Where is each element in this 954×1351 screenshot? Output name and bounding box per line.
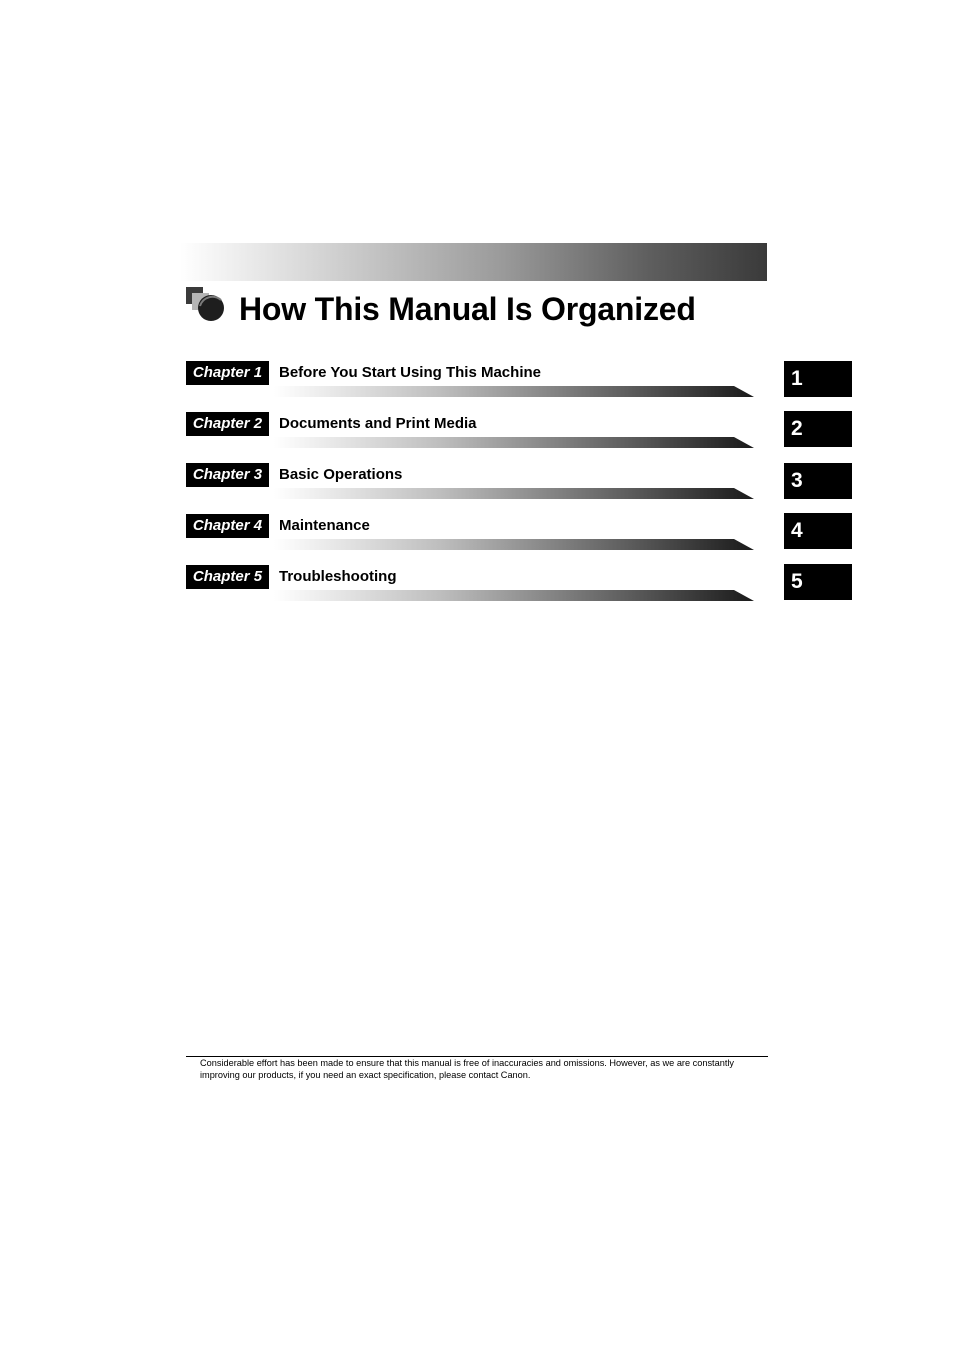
chapter-row-2[interactable] (186, 412, 756, 452)
chapter-row-3[interactable] (186, 463, 756, 503)
chapter-rule (274, 539, 754, 550)
chapter-tab-1[interactable]: 1 (784, 361, 852, 397)
chapter-badge: Chapter 1 (186, 361, 269, 385)
chapter-tab-4[interactable]: 4 (784, 513, 852, 549)
chapter-rule (274, 386, 754, 397)
chapter-row-4[interactable] (186, 514, 756, 554)
chapter-rule (274, 590, 754, 601)
chapter-row-1[interactable] (186, 361, 756, 401)
chapter-badge: Chapter 3 (186, 463, 269, 487)
square-and-circle-icon (185, 286, 227, 324)
header-gradient-band (180, 243, 767, 281)
chapter-title[interactable]: Documents and Print Media (279, 415, 477, 432)
chapter-tab-5[interactable]: 5 (784, 564, 852, 600)
chapter-tab-2[interactable]: 2 (784, 411, 852, 447)
chapter-tab-3[interactable]: 3 (784, 463, 852, 499)
chapter-title[interactable]: Maintenance (279, 517, 370, 534)
chapter-title[interactable]: Troubleshooting (279, 568, 397, 585)
footer-disclaimer: Considerable effort has been made to ensure that this manual is free of inaccuracies and omissions. However, as we are constantly improving our products, if you need an exact specification, please contact Canon. (200, 1058, 735, 1080)
chapter-badge: Chapter 4 (186, 514, 269, 538)
chapter-badge: Chapter 5 (186, 565, 269, 589)
chapter-title[interactable]: Before You Start Using This Machine (279, 364, 541, 381)
chapter-rule (274, 488, 754, 499)
chapter-rule (274, 437, 754, 448)
footer-divider (186, 1056, 768, 1057)
page-title: How This Manual Is Organized (239, 291, 696, 327)
chapter-row-5[interactable] (186, 565, 756, 605)
chapter-title[interactable]: Basic Operations (279, 466, 403, 483)
chapter-badge: Chapter 2 (186, 412, 269, 436)
